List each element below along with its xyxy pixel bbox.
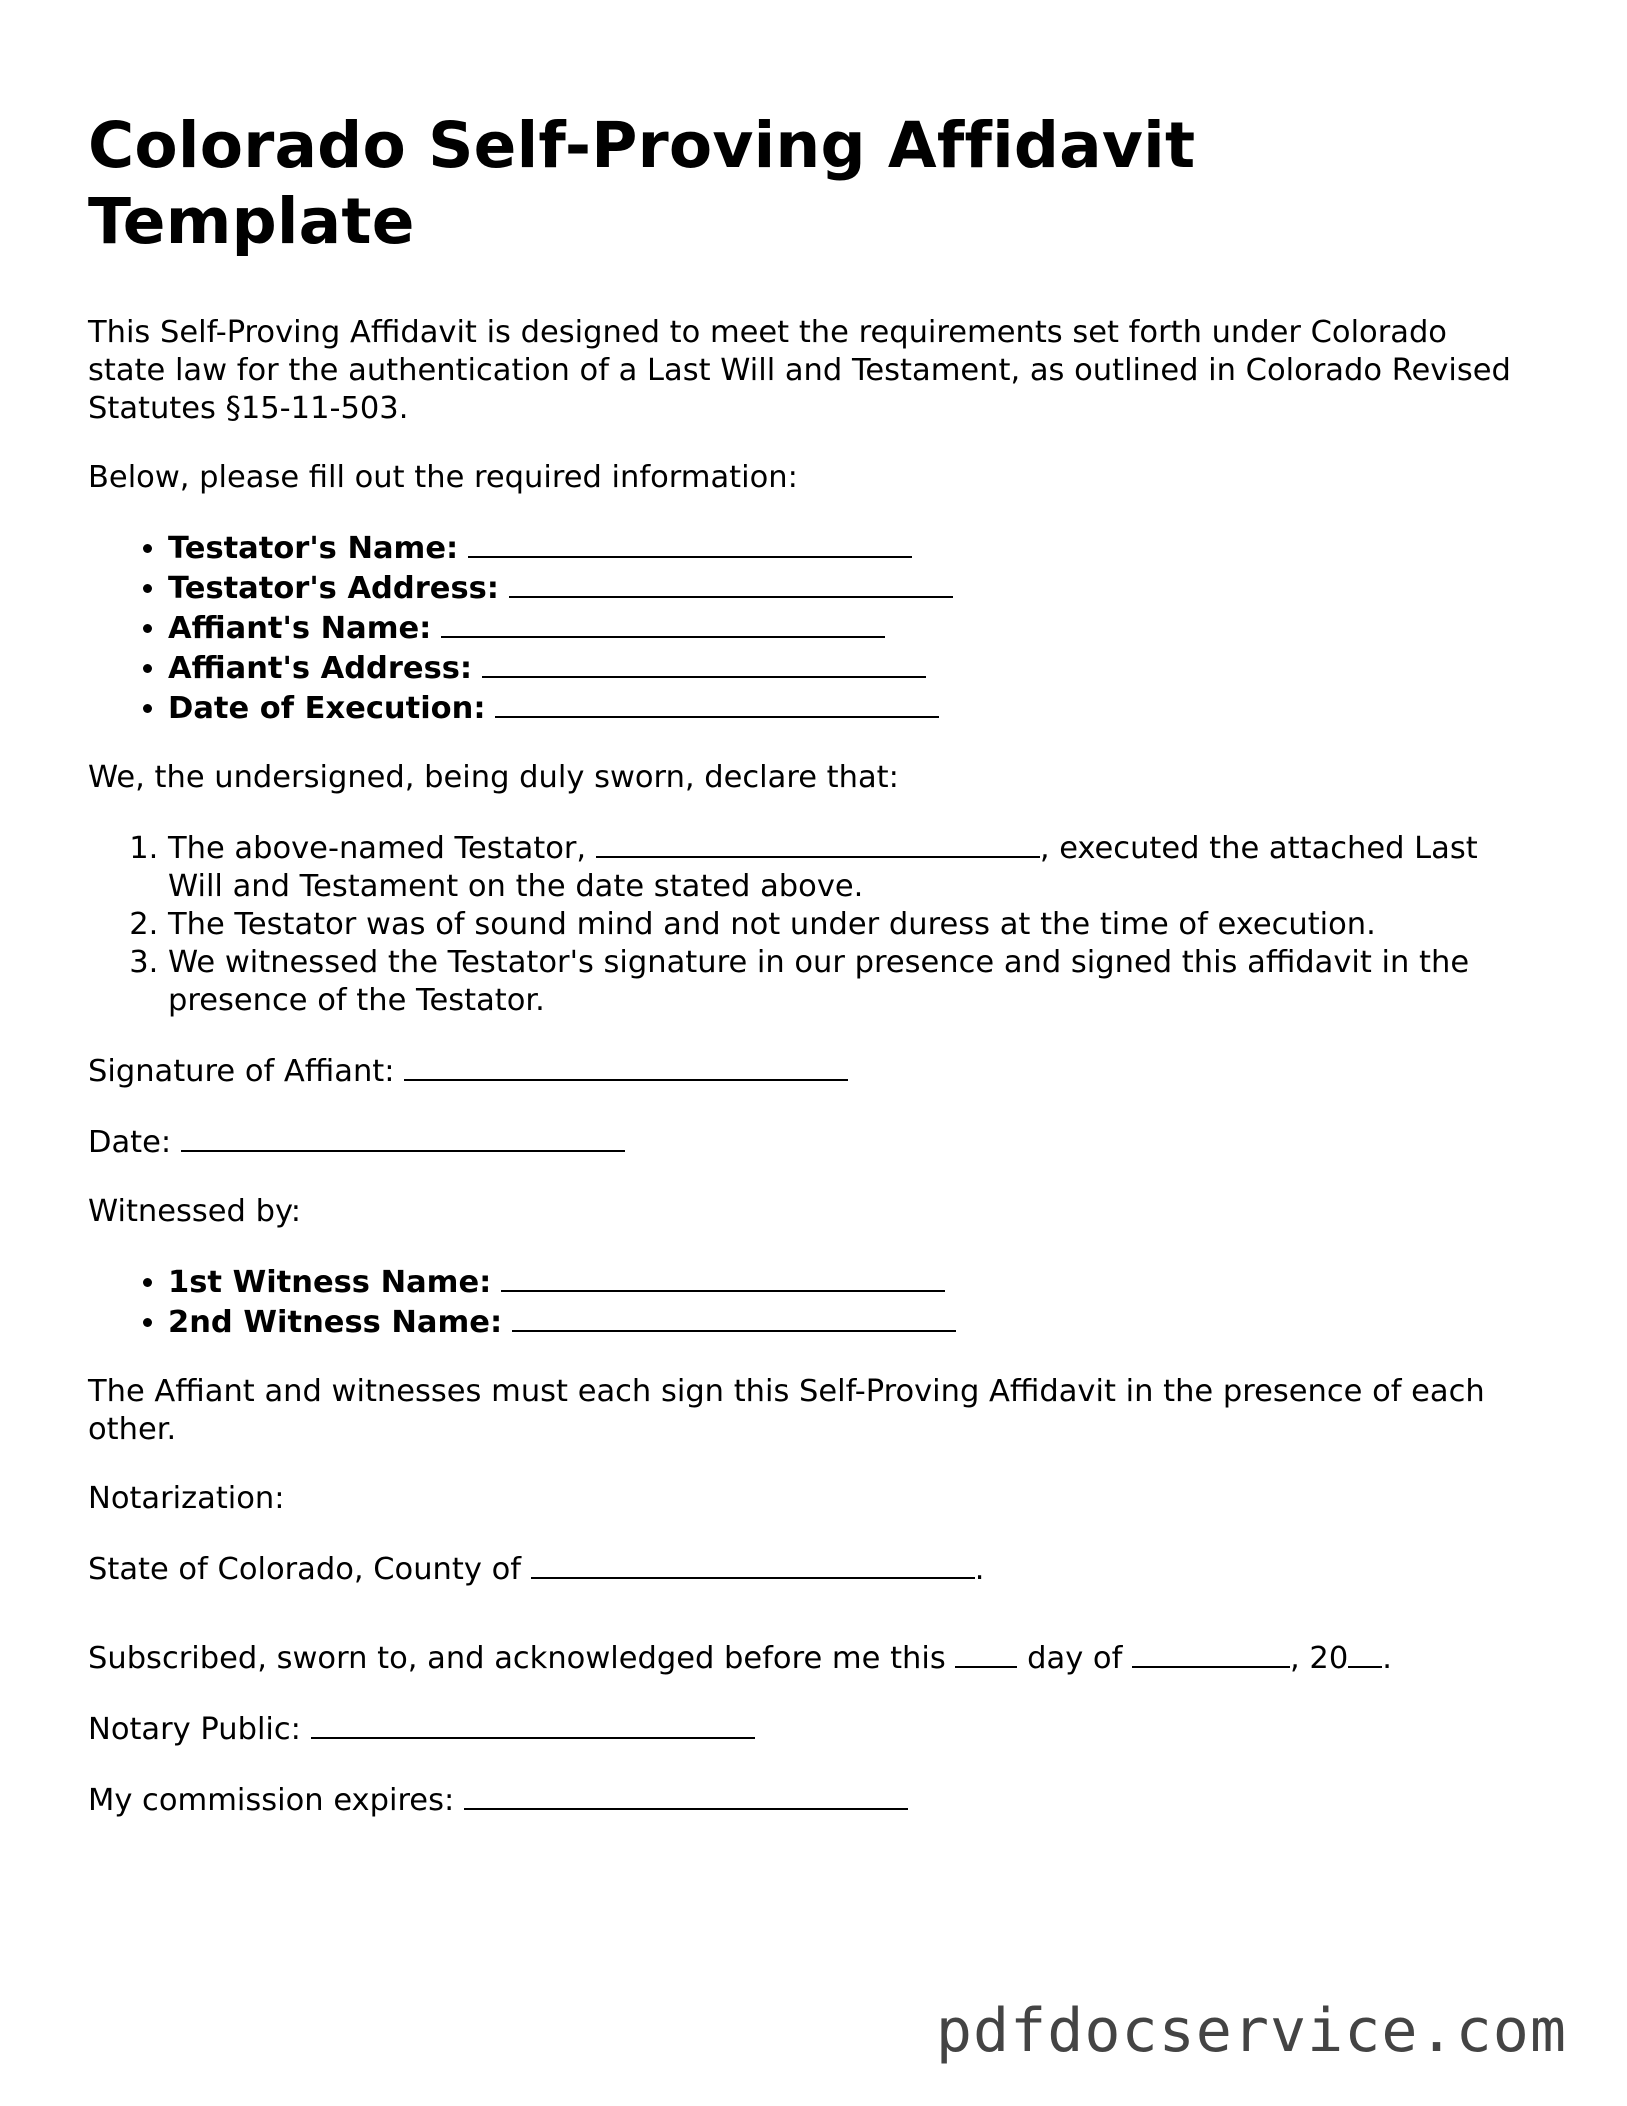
date-blank[interactable] (181, 1122, 625, 1152)
field-label: 1st Witness Name: (168, 1265, 492, 1300)
subscribed-text: Subscribed, sworn to, and acknowledged before me this (88, 1641, 946, 1676)
subscribed-line (88, 1638, 1528, 1678)
notary-label: Notary Public: (88, 1712, 301, 1747)
testator-blank[interactable] (596, 828, 1040, 858)
notary-blank[interactable] (311, 1709, 755, 1739)
field-affiant-address (168, 648, 1528, 688)
state-county-text: State of Colorado, County of (88, 1552, 521, 1587)
field-label: 2nd Witness Name: (168, 1305, 503, 1340)
signature-label: Signature of Affiant: (88, 1054, 395, 1089)
field-testator-name (168, 528, 1528, 568)
info-field-list (88, 528, 1528, 728)
affiant-address-blank[interactable] (482, 648, 926, 678)
field-label: Affiant's Address: (168, 651, 473, 686)
document-page (88, 108, 1528, 1820)
witness-2-blank[interactable] (512, 1302, 956, 1332)
fill-prompt: Below, please fill out the required information: (88, 460, 798, 495)
notary-line (88, 1709, 1528, 1749)
county-blank[interactable] (531, 1549, 975, 1579)
testator-address-blank[interactable] (509, 568, 953, 598)
subscribed-text: . (1382, 1641, 1392, 1676)
date-line (88, 1122, 1528, 1162)
field-label: Affiant's Name: (168, 611, 432, 646)
declaration-item-2: 2. The Testator was of sound mind and not under duress at the time of execution. (168, 906, 1528, 944)
date-label: Date: (88, 1125, 172, 1160)
declaration-text: The above-named Testator, (168, 831, 587, 866)
affiant-name-blank[interactable] (441, 608, 885, 638)
state-county-end: . (974, 1552, 985, 1587)
year-blank[interactable] (1348, 1638, 1382, 1668)
signature-line (88, 1051, 1528, 1091)
subscribed-text: , 20 (1290, 1641, 1349, 1676)
intro-paragraph: This Self-Proving Affidavit is designed to meet the requirements set forth under Colorado state law for the authentication of a Last Will and Testament, as outlined in Colorado Revised Statutes §15-11-503. (88, 315, 1511, 426)
field-date-of-execution (168, 688, 1528, 728)
field-label: Date of Execution: (168, 691, 486, 726)
declaration-list (88, 828, 1528, 1020)
commission-blank[interactable] (464, 1780, 908, 1810)
witnessed-by: Witnessed by: (88, 1194, 302, 1229)
witness-1-blank[interactable] (501, 1262, 945, 1292)
witness-2 (168, 1302, 1528, 1342)
witness-1 (168, 1262, 1528, 1302)
date-of-execution-blank[interactable] (495, 688, 939, 718)
state-county-line (88, 1549, 1528, 1589)
month-blank[interactable] (1132, 1638, 1290, 1668)
witness-list (88, 1262, 1528, 1342)
notarization-heading: Notarization: (88, 1481, 285, 1516)
declare-intro: We, the undersigned, being duly sworn, declare that: (88, 760, 899, 795)
commission-line (88, 1780, 1528, 1820)
field-label: Testator's Address: (168, 571, 499, 606)
document-title: Colorado Self-Proving Affidavit Template (88, 109, 1196, 258)
commission-label: My commission expires: (88, 1783, 455, 1818)
subscribed-text: day of (1027, 1641, 1123, 1676)
field-affiant-name (168, 608, 1528, 648)
testator-name-blank[interactable] (468, 528, 912, 558)
declaration-text: , executed the attached Last Will and Testament on the date stated above. (168, 831, 1478, 904)
signature-blank[interactable] (404, 1051, 848, 1081)
sign-note: The Affiant and witnesses must each sign this Self-Proving Affidavit in the presence of each other. (88, 1374, 1485, 1447)
declaration-item-1 (168, 828, 1528, 906)
day-blank[interactable] (955, 1638, 1017, 1668)
field-testator-address (168, 568, 1528, 608)
watermark-text: pdfdocservice.com (935, 1996, 1567, 2066)
declaration-item-3: 3. We witnessed the Testator's signature in our presence and signed this affidavit in the presence of the Testator. (168, 944, 1528, 1020)
field-label: Testator's Name: (168, 531, 459, 566)
